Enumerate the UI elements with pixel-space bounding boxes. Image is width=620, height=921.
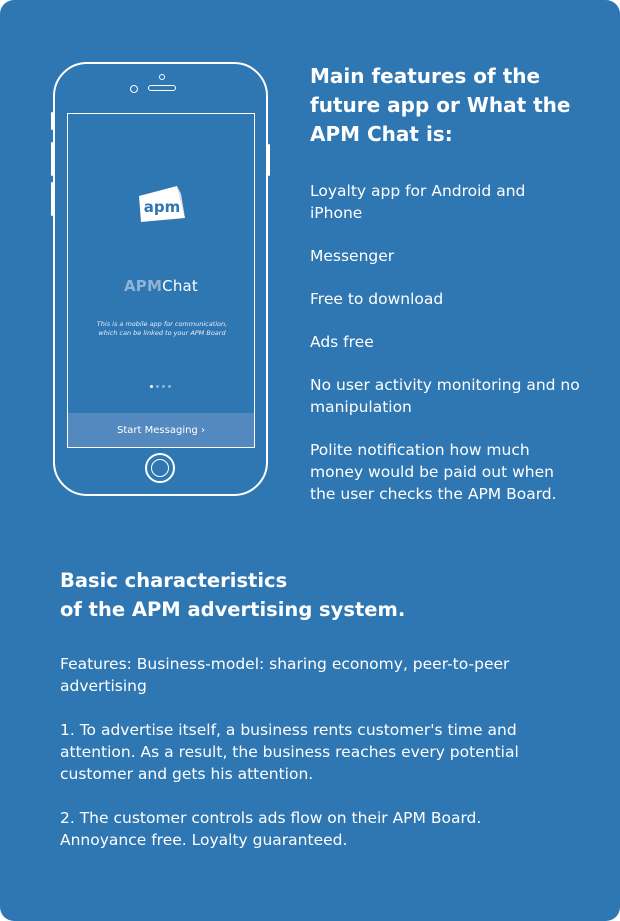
power-button (268, 144, 270, 176)
logo-text: apm (143, 198, 181, 216)
chevron-right-icon: › (200, 424, 205, 436)
feature-item: Free to download (310, 290, 444, 308)
volume-up-button (51, 142, 53, 176)
feature-item: Loyalty app for Android and iPhone (310, 182, 526, 222)
basic-paragraph: 2. The customer controls ads flow on their APM Board. Annoyance free. Loyalty guaranteed. (60, 809, 482, 849)
basic-paragraph: 1. To advertise itself, a business rents customer's time and attention. As a result, the business reaches every potential customer and gets his attention. (60, 721, 519, 783)
app-description: This is a mobile app for communication, which can be linked to your APM Board (96, 320, 228, 337)
pager-dot[interactable] (156, 385, 159, 388)
pager-dots (150, 385, 171, 388)
feature-item: Polite notification how much money would be paid out when the user checks the APM Board. (310, 441, 557, 503)
phone-mockup (53, 62, 268, 496)
feature-item: No user activity monitoring and no manipulation (310, 376, 580, 416)
front-camera (130, 85, 138, 93)
pager-dot[interactable] (162, 385, 165, 388)
home-button[interactable] (145, 453, 175, 483)
app-name-chat: Chat (162, 277, 198, 295)
basic-paragraph: Features: Business-model: sharing economy, peer-to-peer advertising (60, 655, 510, 695)
volume-down-button (51, 182, 53, 216)
pager-dot[interactable] (168, 385, 171, 388)
basic-characteristics-title: Basic characteristics of the APM advertising system. (60, 569, 406, 621)
sensor (159, 74, 165, 80)
start-messaging-button[interactable] (68, 413, 254, 447)
feature-item: Ads free (310, 333, 374, 351)
mute-switch (51, 112, 53, 130)
apm-logo (133, 182, 189, 226)
start-messaging-label: Start Messaging (117, 424, 198, 436)
features-title: Main features of the future app or What the APM Chat is: (310, 64, 571, 146)
feature-item: Messenger (310, 247, 395, 265)
earpiece-speaker (148, 85, 176, 91)
phone-screen (67, 113, 255, 448)
basic-characteristics-body (60, 653, 550, 873)
app-name (68, 277, 254, 295)
app-name-apm: APM (124, 277, 163, 295)
pager-dot[interactable] (150, 385, 153, 388)
features-list (310, 180, 580, 526)
